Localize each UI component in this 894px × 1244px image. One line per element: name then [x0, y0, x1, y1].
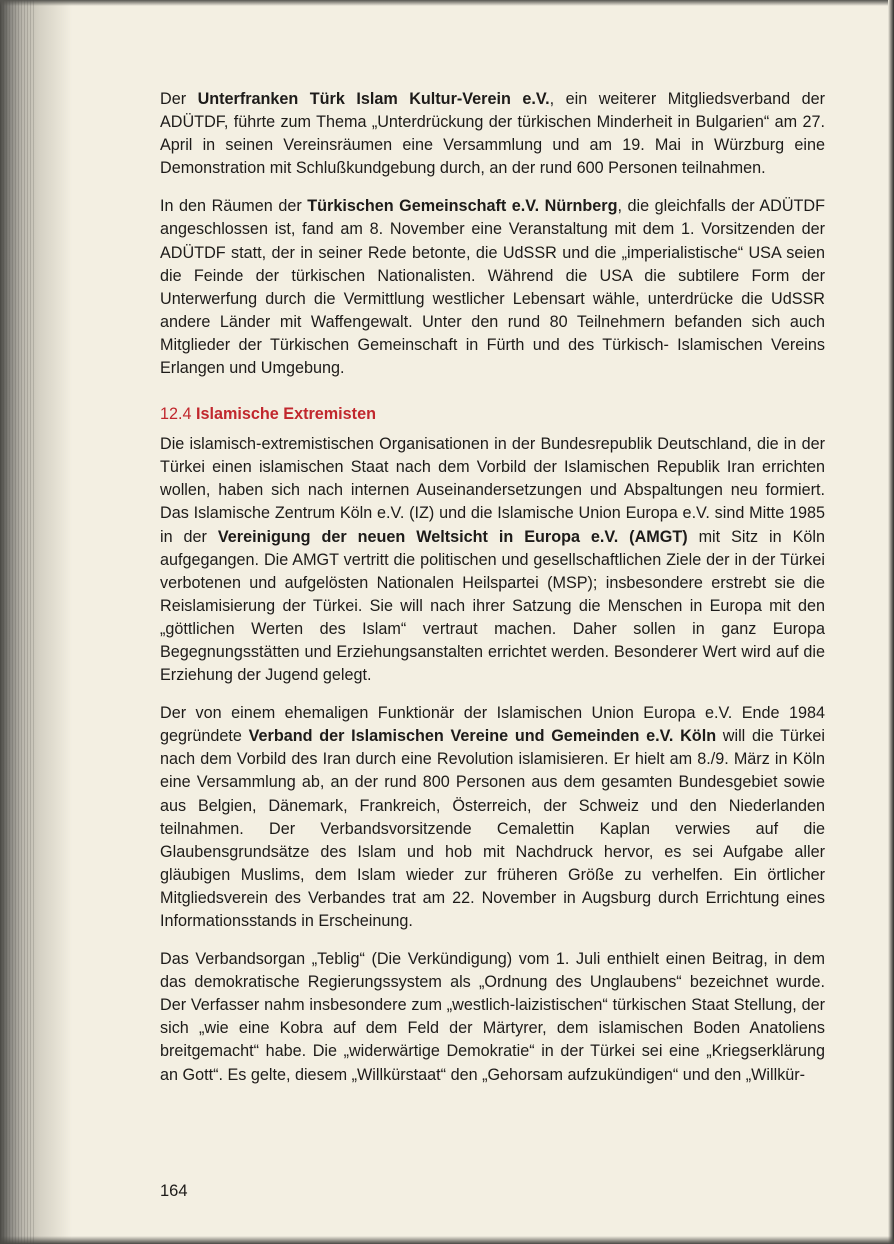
- text-run: Das Verbandsorgan „Teblig“ (Die Verkündigung) vom 1. Juli enthielt einen Beitrag, in dem das demokratische Regierungssystem als „Ordnung des Unglaubens“ bezeichnet wurde. Der Verfasser nahm insbesondere zum „westlich-laizistischen“ türkischen Staat Stellung, der sich „wie eine Kobra auf dem Feld der Märtyrer, dem islamischen Boden Anatoliens breitgemacht“ habe. Die „widerwärtige Demokratie“ in der Türkei sei eine „Kriegserklärung an Gott“. Es gelte, diesem „Willkürstaat“ den „Gehorsam aufzukündigen“ und den „Willkür-: [160, 950, 825, 1084]
- scan-bottom-edge: [0, 1236, 894, 1244]
- text-run: , die gleichfalls der ADÜTDF angeschlossen ist, fand am 8. November eine Veranstaltung mit dem 1. Vorsitzenden der ADÜTDF statt, der in seiner Rede betonte, die UdSSR und die „imperialistische“ USA seien die Feinde der türkischen Nationalisten. Während die USA die subtilere Form der Unterwerfung durch die Vermittlung westlicher Lebensart wähle, unterdrücke die UdSSR andere Länder mit Waffengewalt. Unter den rund 80 Teilnehmern befanden sich auch Mitglieder der Türkischen Gemeinschaft in Fürth und des Türkisch- Islamischen Vereins Erlangen und Umgebung.: [160, 197, 825, 378]
- page-stack-lines: [0, 0, 36, 1244]
- text-run: mit Sitz in Köln aufgegangen. Die AMGT vertritt die politischen und gesellschaftlichen Ziele der in der Türkei verbotenen und aufgelösten Nationalen Heilspartei (MSP); insbesondere erstrebt sie die Reislamisierung der Türkei. Sie will nach ihrer Satzung die Menschen in Europa mit den „göttlichen Werten des Islam“ vertraut machen. Daher sollen in ganz Europa Begegnungsstätten und Erziehungsanstalten errichtet werden. Besonderer Wert wird auf die Erziehung der Jugend gelegt.: [160, 527, 825, 685]
- bold-org-name: Vereinigung der neuen Weltsicht in Europa e.V. (AMGT): [217, 527, 688, 546]
- bold-org-name: Unterfranken Türk Islam Kultur-Verein e.V.: [197, 90, 550, 108]
- text-run: will die Türkei nach dem Vorbild des Iran durch eine Revolution islamisieren. Er hielt am 8./9. März in Köln eine Versammlung ab, an der rund 800 Personen aus dem gesamten Bundesgebiet sowie aus Belgien, Dänemark, Frankreich, Österreich, der Schweiz und den Niederlanden teilnahmen. Der Verbandsvorsitzende Cemalettin Kaplan verwies auf die Glaubensgrundsätze des Islam und hob mit Nachdruck hervor, es sei Aufgabe aller gläubigen Muslims, dem Islam wieder zur früheren Größe zu verhelfen. Ein örtlicher Mitgliedsverein des Verbandes trat am 22. November in Augsburg durch Errichtung eines Informationsstands in Erscheinung.: [160, 727, 825, 930]
- paragraph-verband: [160, 702, 825, 933]
- text-run: In den Räumen der: [160, 197, 308, 216]
- paragraph-unterfranken: [160, 88, 825, 180]
- text-run: , ein weiterer Mitgliedsverband der ADÜTDF, führte zum Thema „Unterdrückung der türkischen Minderheit in Bulgarien“ am 27. April in seinen Vereinsräumen eine Versammlung und am 19. Mai in Würzburg eine Demonstration mit Schlußkundgebung durch, an der rund 600 Personen teilnahmen.: [160, 90, 825, 178]
- section-heading: [160, 403, 825, 426]
- text-run: Der: [160, 90, 198, 108]
- paragraph-nuernberg: [160, 195, 825, 380]
- bold-org-name: Türkischen Gemeinschaft e.V. Nürnberg: [307, 197, 618, 216]
- scan-right-edge: [888, 0, 894, 1244]
- section-title: Islamische Extremisten: [196, 405, 376, 424]
- bold-org-name: Verband der Islamischen Vereine und Gemeinden e.V. Köln: [248, 727, 717, 746]
- text-run: Der von einem ehemaligen Funktionär der Islamischen Union Europa e.V. Ende 1984 gegründete: [160, 704, 825, 746]
- page-content: [160, 88, 825, 1102]
- scan-top-edge: [0, 0, 894, 6]
- text-run: Die islamisch-extremistischen Organisationen in der Bundesrepublik Deutschland, die in der Türkei einen islamischen Staat nach dem Vorbild der Islamischen Republik Iran errichten wollen, haben sich nach internen Auseinandersetzungen und Abspaltungen neu formiert. Das Islamische Zentrum Köln e.V. (IZ) und die Islamische Union Europa e.V. sind Mitte 1985 in der: [160, 435, 825, 546]
- page-number: 164: [160, 1182, 188, 1200]
- section-number: 12.4: [160, 405, 192, 424]
- paragraph-amgt: [160, 433, 825, 687]
- paragraph-teblig: [160, 948, 825, 1087]
